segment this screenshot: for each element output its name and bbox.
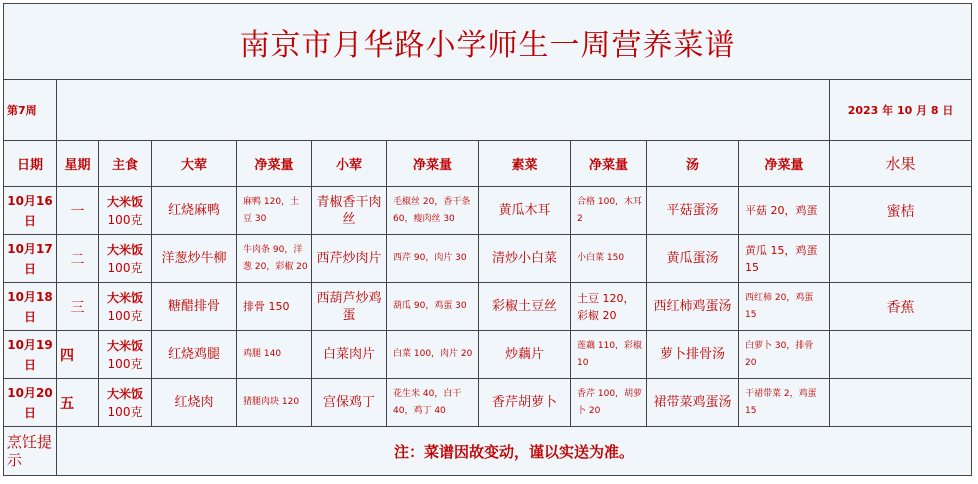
- day-weekday: 二: [57, 235, 99, 283]
- cooking-tip-label: 烹饪提示: [4, 427, 57, 476]
- day-date: 10月16日: [4, 187, 57, 235]
- day-soup-qty: 白萝卜 30，排骨 20: [739, 331, 830, 379]
- day-fruit: 香蕉: [830, 283, 972, 331]
- table-row: [4, 379, 972, 427]
- day-fruit: [830, 379, 972, 427]
- day-veg-qty: 合格 100，木耳 2: [571, 187, 647, 235]
- day-fruit: [830, 235, 972, 283]
- week-number: 第7周: [4, 80, 57, 141]
- day-weekday: 五: [57, 379, 99, 427]
- header-row: [4, 141, 972, 187]
- day-date: 10月20日: [4, 379, 57, 427]
- day-soup-qty: 黄瓜 15，鸡蛋 15: [739, 235, 830, 283]
- staple-name: 大米饭: [106, 194, 143, 209]
- day-fruit: [830, 331, 972, 379]
- col-header-veg-qty: 净菜量: [571, 141, 647, 187]
- cooking-tip-text: 注：菜谱因故变动，谨以实送为准。: [57, 427, 972, 476]
- day-staple: [99, 331, 152, 379]
- day-big-qty: 牛肉条 90，洋葱 20，彩椒 20: [237, 235, 312, 283]
- staple-amount: 100克: [107, 212, 143, 227]
- day-small-meat: 西葫芦炒鸡蛋: [312, 283, 387, 331]
- staple-amount: 100克: [107, 308, 143, 323]
- day-staple: [99, 283, 152, 331]
- day-staple: [99, 187, 152, 235]
- col-header-small-qty: 净菜量: [387, 141, 479, 187]
- staple-name: 大米饭: [106, 242, 143, 257]
- page-title: 南京市月华路小学师生一周营养菜谱: [4, 4, 972, 80]
- day-veg: 炒藕片: [479, 331, 571, 379]
- day-big-qty: 鸡腿 140: [237, 331, 312, 379]
- day-soup-qty: 干裙带菜 2，鸡蛋 15: [739, 379, 830, 427]
- col-header-small-meat: 小荤: [312, 141, 387, 187]
- day-small-qty: 毛椒丝 20，香干条 60，瘦肉丝 30: [387, 187, 479, 235]
- day-big-qty: 排骨 150: [237, 283, 312, 331]
- day-veg: 彩椒土豆丝: [479, 283, 571, 331]
- day-soup: 西红柿鸡蛋汤: [647, 283, 739, 331]
- day-big-qty: 麻鸭 120，土豆 30: [237, 187, 312, 235]
- staple-amount: 100克: [107, 356, 143, 371]
- col-header-soup-qty: 净菜量: [739, 141, 830, 187]
- staple-name: 大米饭: [106, 338, 143, 353]
- day-veg-qty: 莲藕 110，彩椒 10: [571, 331, 647, 379]
- day-veg-qty: 小白菜 150: [571, 235, 647, 283]
- day-date: 10月19日: [4, 331, 57, 379]
- staple-amount: 100克: [107, 260, 143, 275]
- col-header-weekday: 星期: [57, 141, 99, 187]
- day-weekday: 一: [57, 187, 99, 235]
- col-header-staple: 主食: [99, 141, 152, 187]
- table-row: [4, 283, 972, 331]
- day-soup: 裙带菜鸡蛋汤: [647, 379, 739, 427]
- day-veg: 清炒小白菜: [479, 235, 571, 283]
- day-small-qty: 西芹 90，肉片 30: [387, 235, 479, 283]
- day-big-meat: 糖醋排骨: [152, 283, 237, 331]
- day-soup-qty: 西红柿 20，鸡蛋 15: [739, 283, 830, 331]
- day-big-meat: 洋葱炒牛柳: [152, 235, 237, 283]
- col-header-soup: 汤: [647, 141, 739, 187]
- menu-table: [3, 3, 972, 476]
- table-row: [4, 331, 972, 379]
- day-veg-qty: 土豆 120，彩椒 20: [571, 283, 647, 331]
- col-header-veg: 素菜: [479, 141, 571, 187]
- day-date: 10月17日: [4, 235, 57, 283]
- day-veg: 香芹胡萝卜: [479, 379, 571, 427]
- day-soup-qty: 平菇 20，鸡蛋: [739, 187, 830, 235]
- day-small-qty: 葫瓜 90，鸡蛋 30: [387, 283, 479, 331]
- day-soup: 平菇蛋汤: [647, 187, 739, 235]
- day-small-meat: 西芹炒肉片: [312, 235, 387, 283]
- day-soup: 萝卜排骨汤: [647, 331, 739, 379]
- info-spacer: [57, 80, 830, 141]
- day-fruit: 蜜桔: [830, 187, 972, 235]
- day-big-qty: 猪腿肉块 120: [237, 379, 312, 427]
- day-staple: [99, 379, 152, 427]
- day-staple: [99, 235, 152, 283]
- day-veg-qty: 香芹 100，胡萝卜 20: [571, 379, 647, 427]
- day-big-meat: 红烧鸡腿: [152, 331, 237, 379]
- day-big-meat: 红烧麻鸭: [152, 187, 237, 235]
- day-small-meat: 白菜肉片: [312, 331, 387, 379]
- day-date: 10月18日: [4, 283, 57, 331]
- day-soup: 黄瓜蛋汤: [647, 235, 739, 283]
- tip-row: [4, 427, 972, 476]
- day-small-meat: 宫保鸡丁: [312, 379, 387, 427]
- day-small-meat: 青椒香干肉丝: [312, 187, 387, 235]
- table-row: [4, 187, 972, 235]
- day-weekday: 三: [57, 283, 99, 331]
- day-big-meat: 红烧肉: [152, 379, 237, 427]
- col-header-big-meat: 大荤: [152, 141, 237, 187]
- col-header-big-qty: 净菜量: [237, 141, 312, 187]
- col-header-date: 日期: [4, 141, 57, 187]
- day-small-qty: 白菜 100，肉片 20: [387, 331, 479, 379]
- menu-date: 2023 年 10 月 8 日: [830, 80, 972, 141]
- day-small-qty: 花生米 40，白干 40，鸡丁 40: [387, 379, 479, 427]
- staple-name: 大米饭: [106, 290, 143, 305]
- staple-name: 大米饭: [106, 386, 143, 401]
- table-row: [4, 235, 972, 283]
- staple-amount: 100克: [107, 404, 143, 419]
- day-weekday: 四: [57, 331, 99, 379]
- day-veg: 黄瓜木耳: [479, 187, 571, 235]
- col-header-fruit: 水果: [830, 141, 972, 187]
